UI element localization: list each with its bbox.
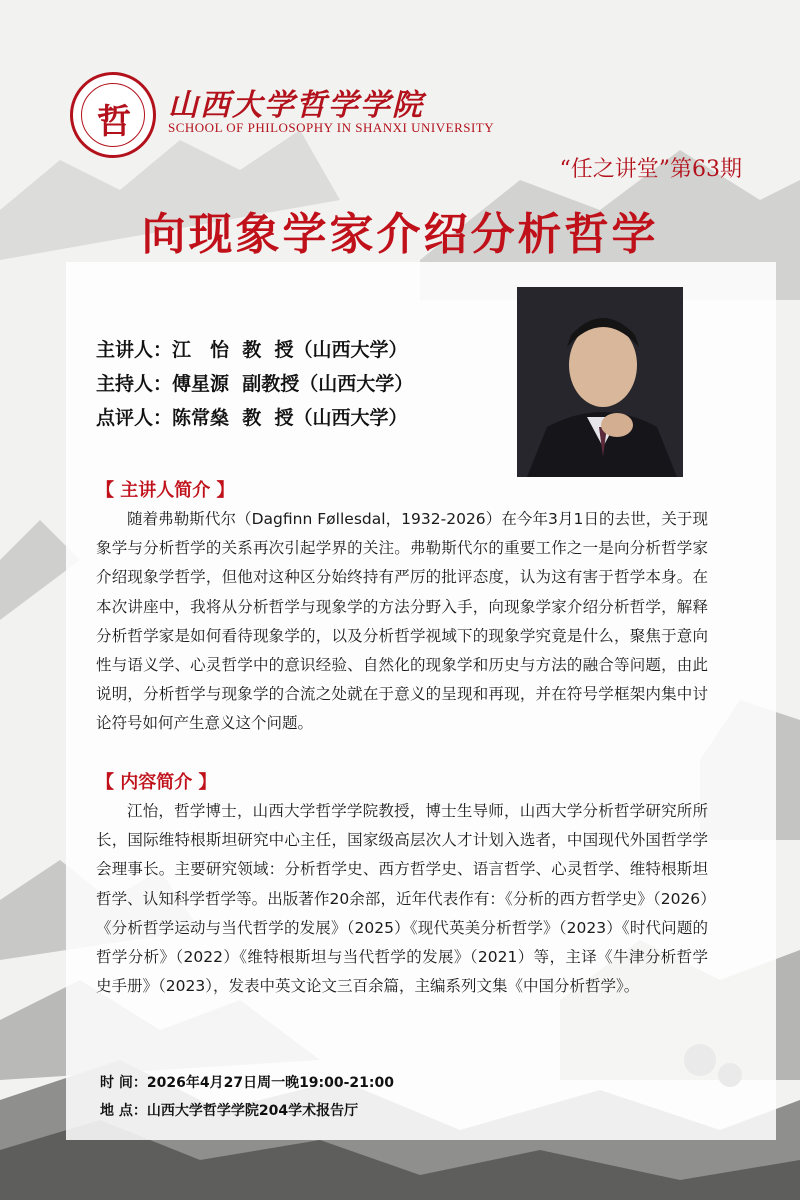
speaker-intro-heading: 【 主讲人简介 】 [96,480,235,501]
seal-character: 哲 [97,102,131,142]
school-name-chinese: 山西大学哲学学院 [168,88,424,123]
host-line: 主持人：傅星源 副教授（山西大学） [96,373,414,395]
school-seal-icon [70,72,156,158]
speaker-line: 主讲人：江 怡 教 授（山西大学） [96,339,408,361]
page-title: 向现象学家介绍分析哲学 [141,209,659,260]
speaker-photo [517,287,683,477]
school-name-english: SCHOOL OF PHILOSOPHY IN SHANXI UNIVERSITY [168,120,495,135]
speaker-intro-text: 随着弗勒斯代尔（Dagfinn Føllesdal，1932-2026）在今年3月1日的去世，关于现象学与分析哲学的关系再次引起学界的关注。弗勒斯代尔的重要工作之一是向分析哲学家介绍现象学哲学，但他对这种区分始终持有严厉的批评态度，认为这有害于哲学本身。在本次讲座中，我将从分析哲学与现象学的方法分野入手，向现象学家介绍分析哲学，解释分析哲学家是如何看待现象学的，以及分析哲学视域下的现象学究竟是什么，聚焦于意向性与语义学、心灵哲学中的意识经验、自然化的现象学和历史与方法的融合等问题，由此说明，分析哲学与现象学的合流之处就在于意义的呈现和再现，并在符号学框架内集中讨论符号如何产生意义这个问题。 [96,510,708,733]
event-place: 地 点：山西大学哲学学院204学术报告厅 [100,1103,359,1119]
people-list [96,333,413,435]
content-intro-heading: 【 内容简介 】 [96,772,217,793]
speaker-portrait-icon [517,287,683,477]
lecture-series-label: “任之讲堂”第63期 [559,157,742,182]
commentator-line: 点评人：陈常燊 教 授（山西大学） [96,407,408,429]
content-intro-text: 江怡，哲学博士，山西大学哲学学院教授，博士生导师，山西大学分析哲学研究所所长，国际维特根斯坦研究中心主任，国家级高层次人才计划入选者，中国现代外国哲学学会理事长。主要研究领域：分析哲学史、西方哲学史、语言哲学、心灵哲学、维特根斯坦哲学、认知科学哲学等。出版著作20余部，近年代表作有：《分析的西方哲学史》（2026）《分析哲学运动与当代哲学的发展》（2025）《现代英美分析哲学》（2023）《时代问题的哲学分析》（2022）《维特根斯坦与当代哲学的发展》（2021）等，主译《牛津分析哲学史手册》（2023），发表中英文论文三百余篇，主编系列文集《中国分析哲学》。 [96,802,708,996]
event-time: 时 间：2026年4月27日周一晚19:00-21:00 [100,1075,395,1091]
